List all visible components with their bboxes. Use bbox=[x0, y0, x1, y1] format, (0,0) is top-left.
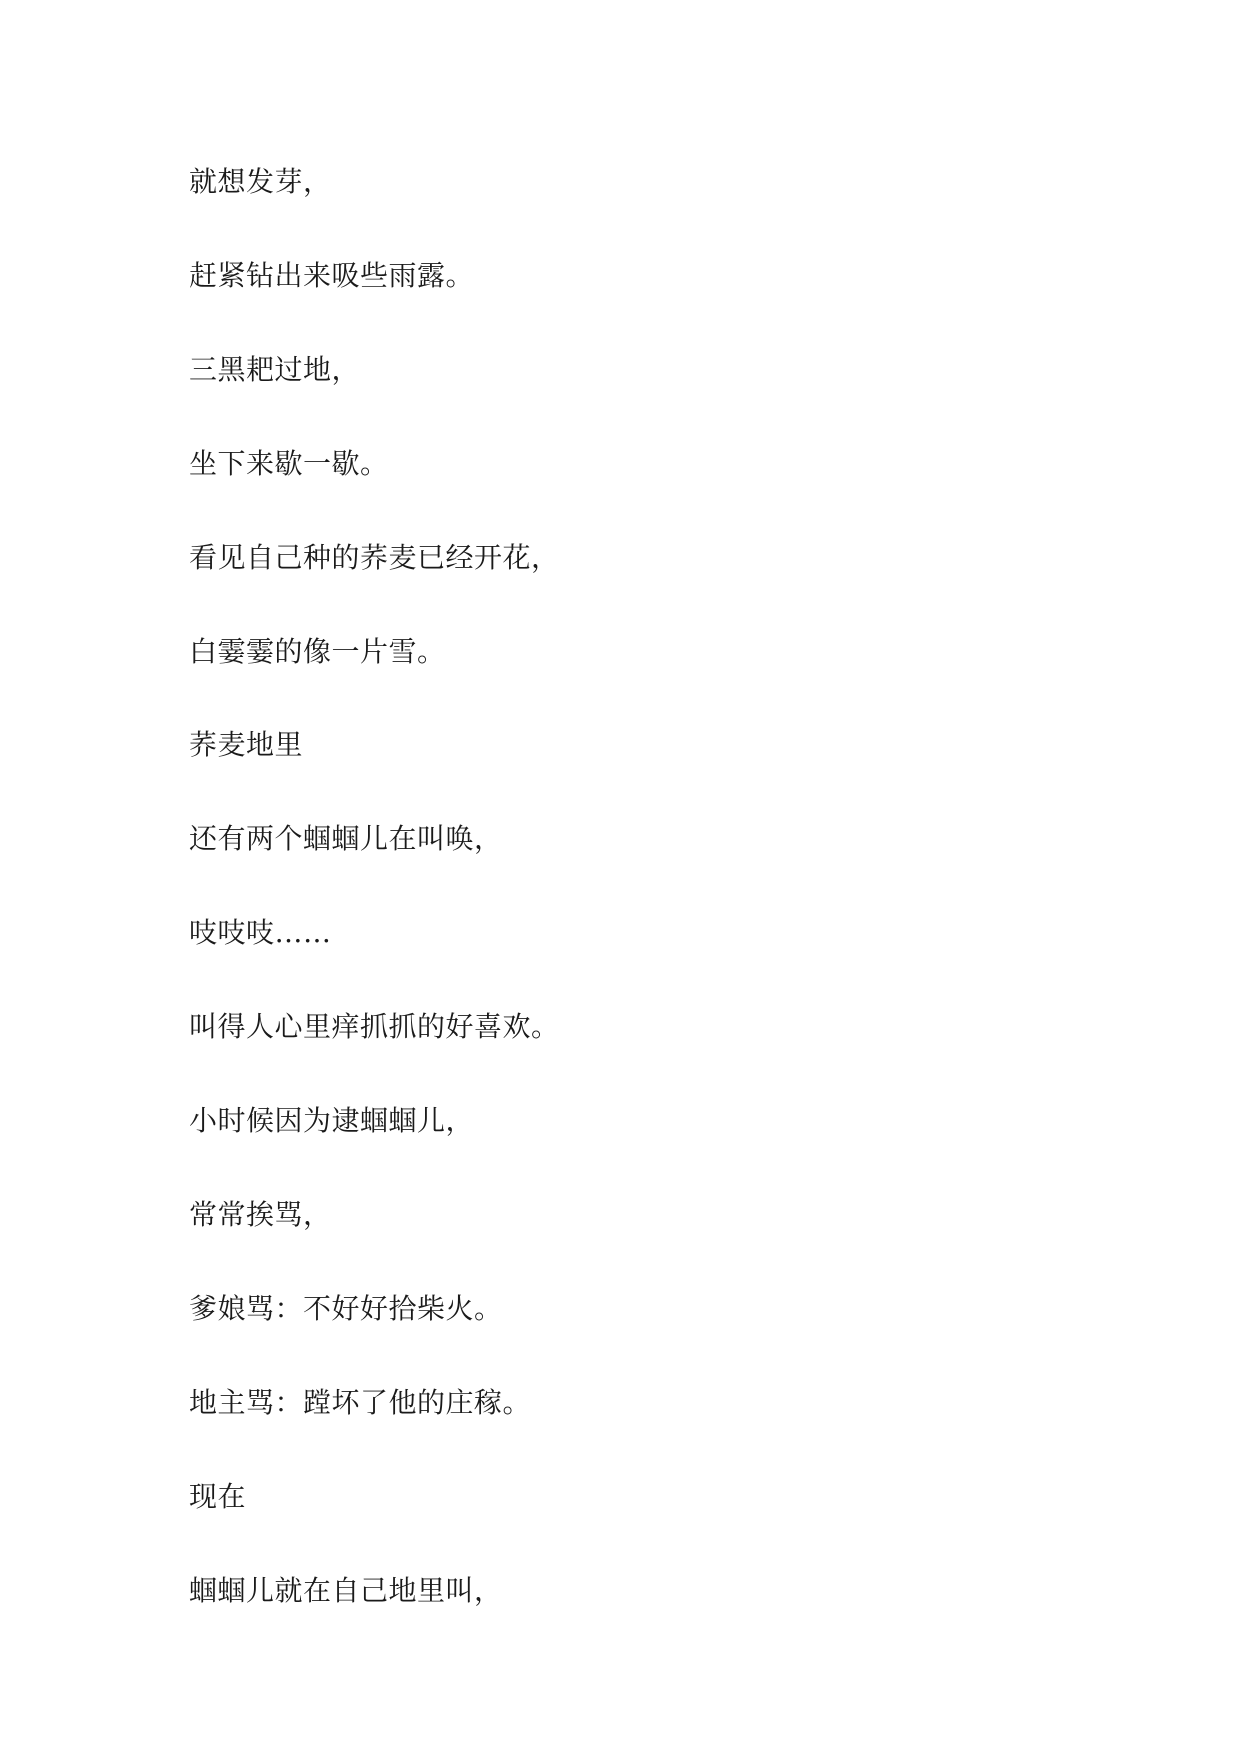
poem-line: 蝈蝈儿就在自己地里叫， bbox=[189, 1574, 503, 1607]
poem-line: 还有两个蝈蝈儿在叫唤， bbox=[189, 822, 503, 855]
poem-line: 赶紧钻出来吸些雨露。 bbox=[189, 259, 475, 292]
poem-line: 看见自己种的荞麦已经开花， bbox=[189, 541, 560, 574]
poem-line: 常常挨骂， bbox=[189, 1198, 332, 1231]
poem-line: 叫得人心里痒抓抓的好喜欢。 bbox=[189, 1010, 560, 1043]
poem-line: 小时候因为逮蝈蝈儿， bbox=[189, 1104, 475, 1137]
poem-line: 白霎霎的像一片雪。 bbox=[189, 635, 446, 668]
poem-line: 现在 bbox=[189, 1480, 247, 1513]
poem-line: 荞麦地里 bbox=[189, 728, 304, 761]
poem-line: 就想发芽， bbox=[189, 165, 332, 198]
poem-line: 吱吱吱…… bbox=[189, 916, 332, 949]
poem-line: 爹娘骂：不好好拾柴火。 bbox=[189, 1292, 503, 1325]
poem-line: 坐下来歇一歇。 bbox=[189, 447, 389, 480]
poem-line: 三黑耙过地， bbox=[189, 353, 361, 386]
poem-line: 地主骂：蹚坏了他的庄稼。 bbox=[189, 1386, 532, 1419]
